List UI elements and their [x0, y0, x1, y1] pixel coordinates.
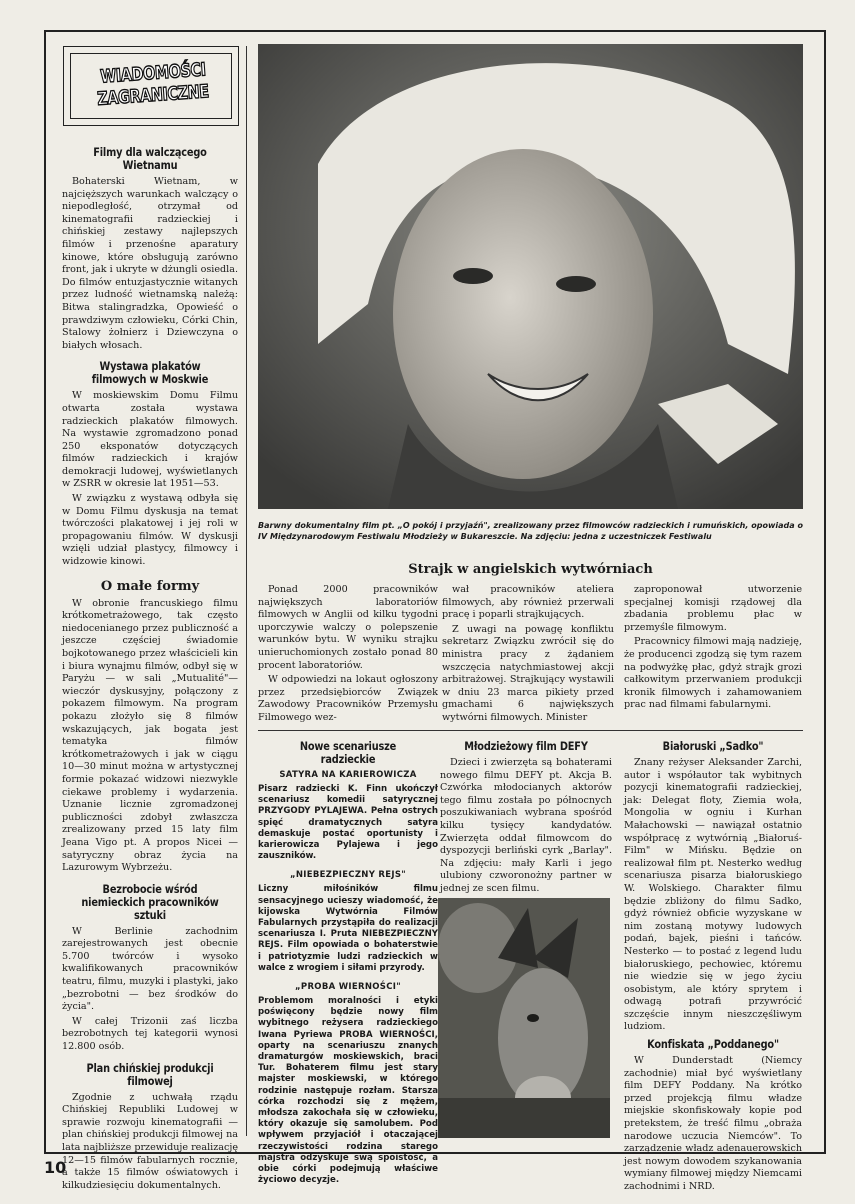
article-title-unemployment: Bezrobocie wśród niemieckich pracowników sztuki — [81, 881, 219, 922]
page-number: 10 — [44, 1158, 67, 1177]
article-title-small-forms: O małe formy — [100, 578, 200, 594]
article-title-confiscation: Konfiskata „Poddanego" — [647, 1037, 779, 1052]
article-title-strike: Strajk w angielskich wytwórniach — [408, 562, 653, 577]
article-text-chinese-plan: Zgodnie z uchwałą rządu Chińskiej Republiki Ludowej w sprawie rozwoju kinematografii — plan chińskiej produkcji filmowej na lata najbliższe przewiduje realizację 12—15 filmów fabularnych rocznie, a także 15 filmów oświatowych i kilkudziesięciu dokumentalnych. — [62, 1091, 239, 1191]
article-title-defy: Młodzieżowy film DEFY — [464, 739, 588, 753]
article-title-chinese-plan: Plan chińskiej produkcji filmowej — [86, 1060, 214, 1088]
article-text-small-forms: W obronie francuskiego filmu krótkometrażowego, tak często niedocenianego przez publiczność a jeszcze częściej świadomie bojkotowanego przez właścicieli kin i biura wynajmu filmów, odbył się w Paryżu — w sali „Mutualité"—wieczór dyskusyjny, połączony z pokazem filmowym. Na program pokazu złożyło się 8 filmów wskazujących, jak bogata jest tematyka filmów krótkometrażowych i jak w ciągu 10—30 minut można w artystycznej formie pokazać widzowi niezwykle ciekawe problemy i wydarzenia. Uznanie licznie zgromadzonej publiczności zdobył zwłaszcza zrealizowany przed 15 laty film Jeana Vigo pt. A propos Nicei — satyryczny obraz życia na Lazurowym Wybrzeżu. — [62, 597, 238, 874]
strike-col-2: wał pracowników atelierа filmowych, aby również przerwali pracę i poparli strajkujących. Z uwagi na powagę konfliktu sekretarz Związku zwrócił się do ministra pracy z żądaniem wszczęcia natychmiastowej akcji arbitrażowej. Strajkujący wystawili w dniu 23 marca pikiety przed gmachami 6 największych wytwórni filmowych. Minister — [442, 584, 614, 723]
article-text-unemployment-2: W całej Trizonii zaś liczba bezrobotnych tej kategorii wynosi 12.800 osób. — [62, 1015, 238, 1053]
portrait-illustration — [258, 44, 803, 509]
masthead-line2: ZAGRANICZNE — [96, 81, 210, 110]
strike-col-3: zaproponował utworzenie specjalnej komisji rządowej dla zbadania problemu płac w przemyśle filmowym. Pracownicy filmowi mają nadzieję, że producenci zgodzą się tym razem na podwyżkę płac, gdyż strajk grozi całkowitym przerwaniem produkcji kronik filmowych i zahamowaniem prac nad filmami fabularnymi. — [624, 584, 802, 711]
defy-column: Młodzieżowy film DEFY Dzieci i zwierzęta są bohaterami nowego filmu DEFY pt. Akcja B. Czwórka młodocianych aktorów tego filmu została po północnych poszukiwaniach wybrana spośród kilku tysięcy kandydatów. Zwierzęta oddał filmowcom do dyspozycji berliński cyrk „Barlay". Na zdjęciu: mały Karli i jego ulubiony czworonożny partner w jednej ze scen filmu. — [440, 739, 612, 894]
article-title-sadko: Białoruski „Sadko" — [662, 739, 764, 753]
article-text-unemployment-1: W Berlinie zachodnim zarejestrowanych jest obecnie 5.700 twórców i wysoko kwalifikowanych pracowników teatru, filmu, muzyki i plastyki, jako „bezrobotni — bez środków do życia". — [62, 925, 238, 1013]
scenarios-column: Nowe scenariusze radzieckie SATYRA NA KARIEROWICZA Pisarz radziecki K. Finn ukończył scenariusz komedii satyrycznej PRZYGODY PYLAJEWA. Pełna ostrych spięć dramatycznych satyra demaskuje postać oportunisty i karierowicza Pylajewa i jego zauszników. „NIEBEZPIECZNY REJS" Liczny miłośników filmu sensacyjnego ucieszy wiadomość, że kijowska Wytwórnia Filmów Fabularnych przystąpiła do realizacji scenariusza I. Pruta NIEBEZPIECZNY REJS. Film opowiada o bohaterstwie i patriotyzmie ludzi radzieckich w walce z wrogiem i siłami przyrody. „PROBA WIERNOŚCI" Problemom moralności i etyki poświęcony będzie nowy film wybitnego reżysera radzieckiego Iwana Pyriewa PROBA WIERNOŚCI, oparty na scenariuszu znanych dramaturgów moskiewskich, braci Tur. Bohaterem filmu jest stary majster moskiewski, w którego rodzinie następuje rozłam. Starsza córka rozchodzi się z mężem, młodsza zakochała się w człowieku, który okazuje się samolubem. Pod wpływem przyjaciół i otaczającej rzeczywistości rodzina starego majstra odzyskuje swą spoistość, a obie córki podejmują właściwe życiowo decyzje. — [258, 739, 438, 1186]
column-divider — [246, 46, 247, 1136]
article-title-poster-exhibition: Wystawa plakatów filmowych w Moskwie — [91, 359, 209, 387]
article-text-poster-2: W związku z wystawą odbyła się w Domu Filmu dyskusja na temat twórczości plakatowej i jej roli w propagowaniu filmów. W dyskusji wzięli udział plastycy, filmowcy i widzowie kinowi. — [62, 493, 238, 568]
masthead — [63, 46, 239, 126]
article-title-scenarios: Nowe scenariusze radzieckie — [299, 739, 397, 766]
defy-photo — [438, 898, 610, 1138]
section-divider — [258, 730, 803, 731]
donkey-illustration — [438, 898, 610, 1138]
strike-col-1: Ponad 2000 pracowników największych laboratoriów filmowych w Anglii od kilku tygodni uporczywie walczy o polepszenie warunków bytu. W wyniku strajku unieruchomionych zostało ponad 80 procent laboratoriów. W odpowiedzi na lokaut ogłoszony przez przedsiębiorców Związek Zawodowy Pracowników Przemysłu Filmowego wez- — [258, 584, 438, 723]
photo-caption: Barwny dokumentalny film pt. „O pokój i przyjaźń", zrealizowany przez filmowców radzieckich i rumuńskich, opowiada o IV Międzynarodowym Festiwalu Młodzieży w Bukareszcie. Na zdjęciu: jedna z uczestniczek Festiwalu — [258, 521, 803, 541]
article-title-vietnam: Filmy dla walczącego Wietnamu — [93, 145, 207, 172]
main-photo — [258, 44, 803, 509]
masthead-line1: WIADOMOŚCI — [99, 59, 207, 88]
article-text-poster-1: W moskiewskim Domu Filmu otwarta została wystawa radzieckich plakatów filmowych. Na wystawie zgromadzono ponad 250 eksponatów dotyczących filmów radzieckich i krajów demokracji ludowej, wyświetlanych w ZSRR w okresie lat 1951—53. — [62, 390, 238, 490]
sadko-column: Białoruski „Sadko" Znany reżyser Aleksander Zarchi, autor i współautor tak wybitnych pozycji kinematografii radzieckiej, jak: Delegat floty, Ziemia woła, Mongolia w ogniu i Kurhan Małachowski — nawiązał ostatnio współpracę z wytwórnią „Białoruś-Film" w Mińsku. Będzie on realizował film pt. Nesterko według scenariusza pisarza białoruskiego W. Wolskiego. Charakter filmu będzie zbliżony do filmu Sadko, gdyż również obficie wyzyskane w nim zostaną motywy ludowych podań, bajek, pieśni i tańców. Nesterko — to postać z legend ludu białoruskiego, pechowiec, któremu nie wiedzie się w jego życiu osobistym, ale który sprytem i odwagą potrafi przywrócić szczęście innym nieszczęśliwym ludziom. Konfiskata „Poddanego" W Dunderstadt (Niemcy zachodnie) miał być wyświetlany film DEFY Poddany. Na krótko przed projekcją filmu władze miejskie skonfiskowały kopie pod pretekstem, że treść filmu „obraża narodowe uczucia Niemców". To zarządzenie władz adenauerowskich jest nowym dowodem szykanowania wymiany filmowej między Niemcami zachodnimi i NRD. — [624, 739, 802, 1192]
left-column — [62, 140, 239, 1191]
article-text-vietnam: Bohaterski Wietnam, w najcięższych warunkach walczący o niepodległość, otrzymał od kinematografii radzieckiej i chińskiej zestawy najlepszych filmów i przenośne aparatury kinowe, które obsługują zarówno front, jak i ukryte w dżungli osiedla. Do filmów entuzjastycznie witanych przez ludność wietnamską należą: Bitwa stalingradzka, Opowieść o prawdziwym człowieku, Córki Chin, Stalowy żołnierz i Dziewczyna o białych włosach. — [62, 176, 238, 351]
